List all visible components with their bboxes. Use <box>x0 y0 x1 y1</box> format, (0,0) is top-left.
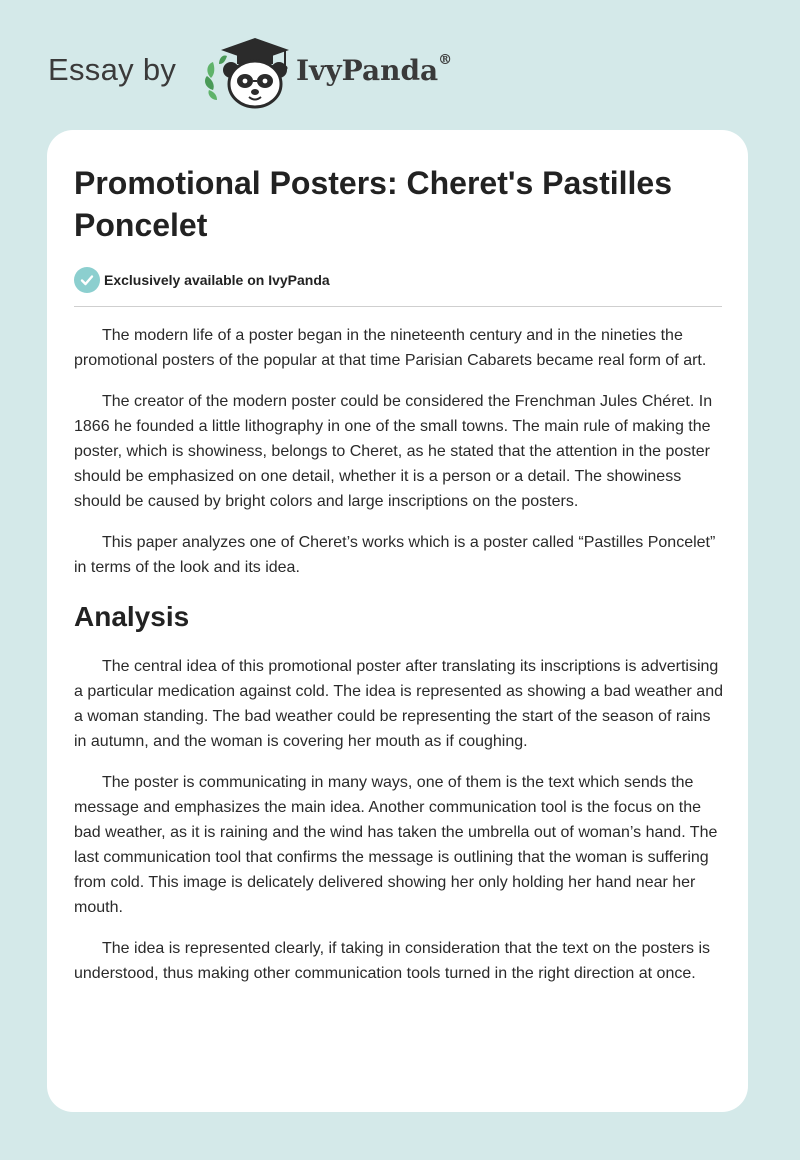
paragraph: The central idea of this promotional poster after translating its inscriptions is advertising a particular medication against cold. The idea is represented as showing a bad weather and a woman standing. The bad weather could be representing the start of the season of rains in autumn, and the woman is covering her mouth as if coughing. <box>74 658 723 750</box>
paragraph: The idea is represented clearly, if taking in consideration that the text on the posters is understood, thus making other communication tools turned in the right direction at once. <box>74 940 711 982</box>
brand-name[interactable]: IvyPanda® <box>296 52 453 87</box>
check-icon <box>74 267 100 293</box>
panda-graduate-icon[interactable] <box>203 34 293 110</box>
essay-by-label: Essay by <box>48 52 177 87</box>
paragraph: This paper analyzes one of Cheret’s works which is a poster called “Pastilles Poncelet” in terms of the look and its idea. <box>74 534 716 576</box>
paragraph: The modern life of a poster began in the nineteenth century and in the nineties the promotional posters of the popular at that time Parisian Cabarets became real form of art. <box>74 327 707 369</box>
exclusive-badge-text: Exclusively available on IvyPanda <box>104 272 330 288</box>
section-heading-analysis: Analysis <box>74 601 190 632</box>
exclusive-badge <box>74 266 724 294</box>
paragraph: The poster is communicating in many ways, one of them is the text which sends the message and emphasizes the main idea. Another communication tool is the focus on the bad weather, as it is raining and the wind has taken the umbrella out of woman’s hand. The last communication tool that confirms the message is outlining that the woman is suffering from cold. This image is delicately delivered showing her only holding her hand near her mouth. <box>74 774 718 916</box>
title-divider <box>74 306 722 307</box>
trademark-symbol: ® <box>438 52 453 68</box>
essay-body <box>74 323 724 986</box>
page-title: Promotional Posters: Cheret's Pastilles Poncelet <box>74 165 673 243</box>
essay-card <box>47 130 748 1112</box>
essay-content <box>74 162 724 1002</box>
site-header <box>48 34 508 110</box>
paragraph: The creator of the modern poster could be considered the Frenchman Jules Chéret. In 1866 he founded a little lithography in one of the small towns. The main rule of making the poster, which is showiness, belongs to Cheret, as he stated that the attention in the poster should be emphasized on one detail, whether it is a person or a detail. The showiness should be caused by bright colors and large inscriptions on the posters. <box>74 393 713 510</box>
